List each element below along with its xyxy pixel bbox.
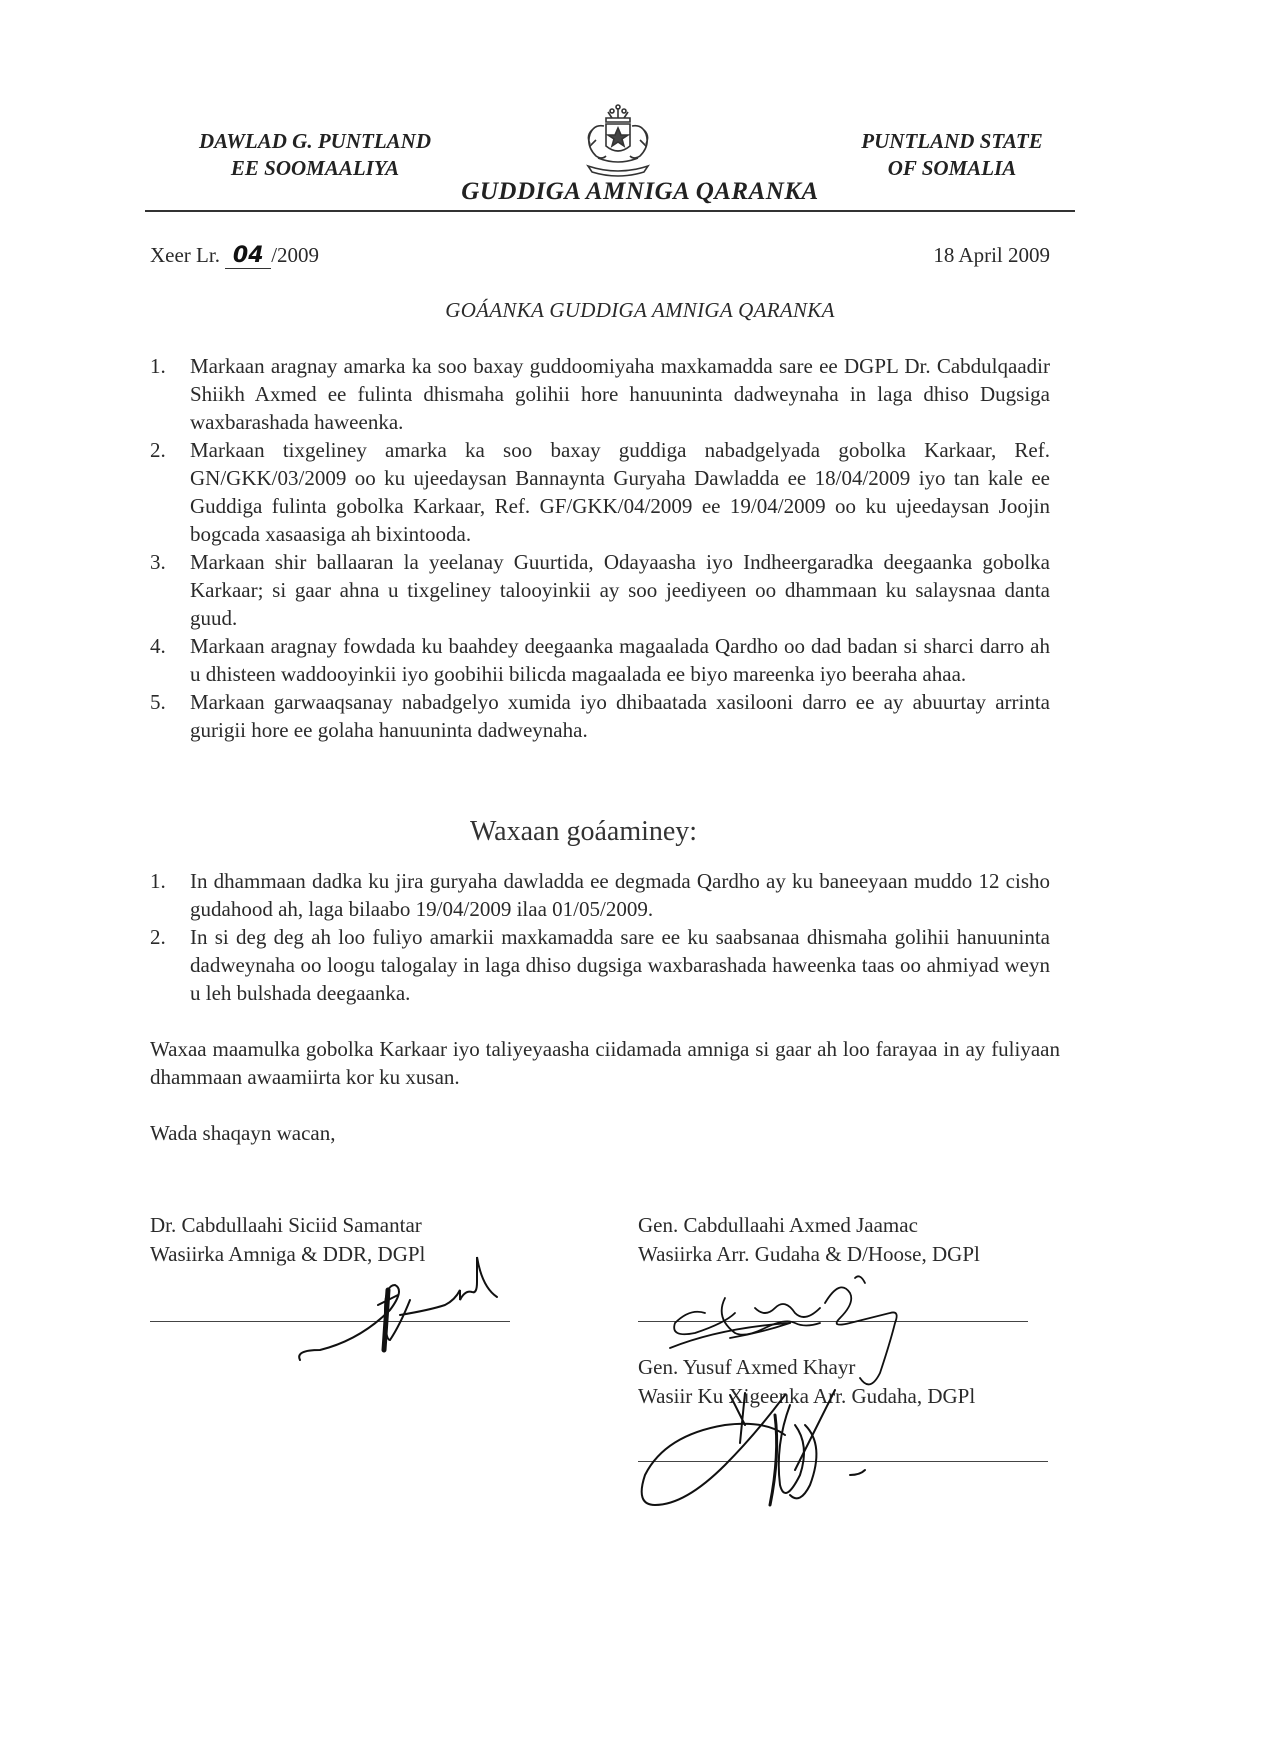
signatory-title: Wasiirka Arr. Gudaha & D/Hoose, DGPl [638,1242,980,1266]
closing-paragraph: Waxaa maamulka gobolka Karkaar iyo taliyeyaasha ciidamada amniga si gaar ah loo farayaa in ay fuliyaan dhammaan awaamiirta kor ku xusan. [150,1037,1060,1089]
document-title: GOÁANKA GUDDIGA AMNIGA QARANKA [445,298,835,322]
decisions-list [150,867,1050,1007]
signatory-2 [638,1211,1078,1269]
handwritten-signature-2 [655,1268,955,1378]
signatory-title: Wasiirka Amniga & DDR, DGPl [150,1242,426,1266]
header-right-line2: OF SOMALIA [887,156,1017,180]
list-item: 5. Markaan garwaaqsanay nabadgelyo xumida iyo dhibaatada xasilooni darro ee ay abuurtay arrinta gurigii hore ee golaha hanuuninta dadweynaha. [150,690,1050,742]
header-right [822,128,1082,182]
reference-handwritten-number: 04 [225,244,271,269]
list-item: 3. Markaan shir ballaaran la yeelanay Guurtida, Odayaasha iyo Indheergaradka deegaanka gobolka Karkaar; si gaar ahna u tixgeliney talooyinkii ay soo jeediyeen oo dhammaan ku salaysnaa danta guud. [150,550,1050,630]
header-rule [145,210,1075,212]
reference-prefix: Xeer Lr. [150,243,220,267]
signatory-name: Dr. Cabdullaahi Siciid Samantar [150,1213,422,1237]
list-item: 4. Markaan aragnay fowdada ku baahdey deegaanka magaalada Qardho oo dad badan si sharci darro ah u dhisteen waddooyinkii iyo goobihii bilicda magaalada ee biyo mareenka iyo beeraha ahaa. [150,634,1050,686]
document-date: 18 April 2009 [933,243,1050,267]
reference-number [150,241,319,269]
header-right-line1: PUNTLAND STATE [861,129,1043,153]
header-center-title: GUDDIGA AMNIGA QARANKA [461,178,819,205]
signatory-name: Gen. Cabdullaahi Axmed Jaamac [638,1213,918,1237]
header-left-line2: EE SOOMAALIYA [230,156,400,180]
list-item: 1. Markaan aragnay amarka ka soo baxay guddoomiyaha maxkamadda sare ee DGPL Dr. Cabdulqaadir Shiikh Axmed ee fulinta dhismaha golihii hore hanuuninta dadweynaha in laga dhiso Dugsiga waxbarashada haweenka. [150,354,1050,434]
coat-of-arms-emblem [568,100,668,180]
handwritten-signature-1 [270,1245,530,1390]
header-left [150,128,480,182]
list-item: 1. In dhammaan dadka ku jira guryaha dawladda ee degmada Qardho ay ku baneeyaan muddo 12 cisho gudahood ah, laga bilaabo 19/04/2009 ilaa 01/05/2009. [150,869,1050,921]
list-item: 2. Markaan tixgeliney amarka ka soo baxay guddiga nabadgelyada gobolka Karkaar, Ref. GN/GKK/03/2009 oo ku ujeedaysan Bannaynta Guryaha Dawladda ee 18/04/2009 iyo tan kale ee Guddiga fulinta gobolka Karkaar, Ref. GF/GKK/04/2009 ee 19/04/2009 oo ku ujeedaysan Joojin bogcada xasaasiga ah bixintooda. [150,438,1050,546]
header-left-line1: DAWLAD G. PUNTLAND [199,129,431,153]
reference-suffix: /2009 [271,243,320,267]
decisions-heading: Waxaan goáaminey: [470,816,698,847]
handwritten-signature-3 [635,1385,935,1555]
considerations-list [150,352,1050,744]
signatory-title: Wasiir Ku Xigeenka Arr. Gudaha, DGPl [638,1384,976,1408]
regards-line: Wada shaqayn wacan, [150,1121,336,1145]
list-item: 2. In si deg deg ah loo fuliyo amarkii maxkamadda sare ee ku saabsanaa dhismaha golihii hanuuninta dadweynaha oo loogu talogalay in laga dhiso dugsiga waxbarashada haweenka taas oo ahmiyad weyn u leh bulshada deegaanka. [150,925,1050,1005]
signatory-name: Gen. Yusuf Axmed Khayr [638,1355,856,1379]
